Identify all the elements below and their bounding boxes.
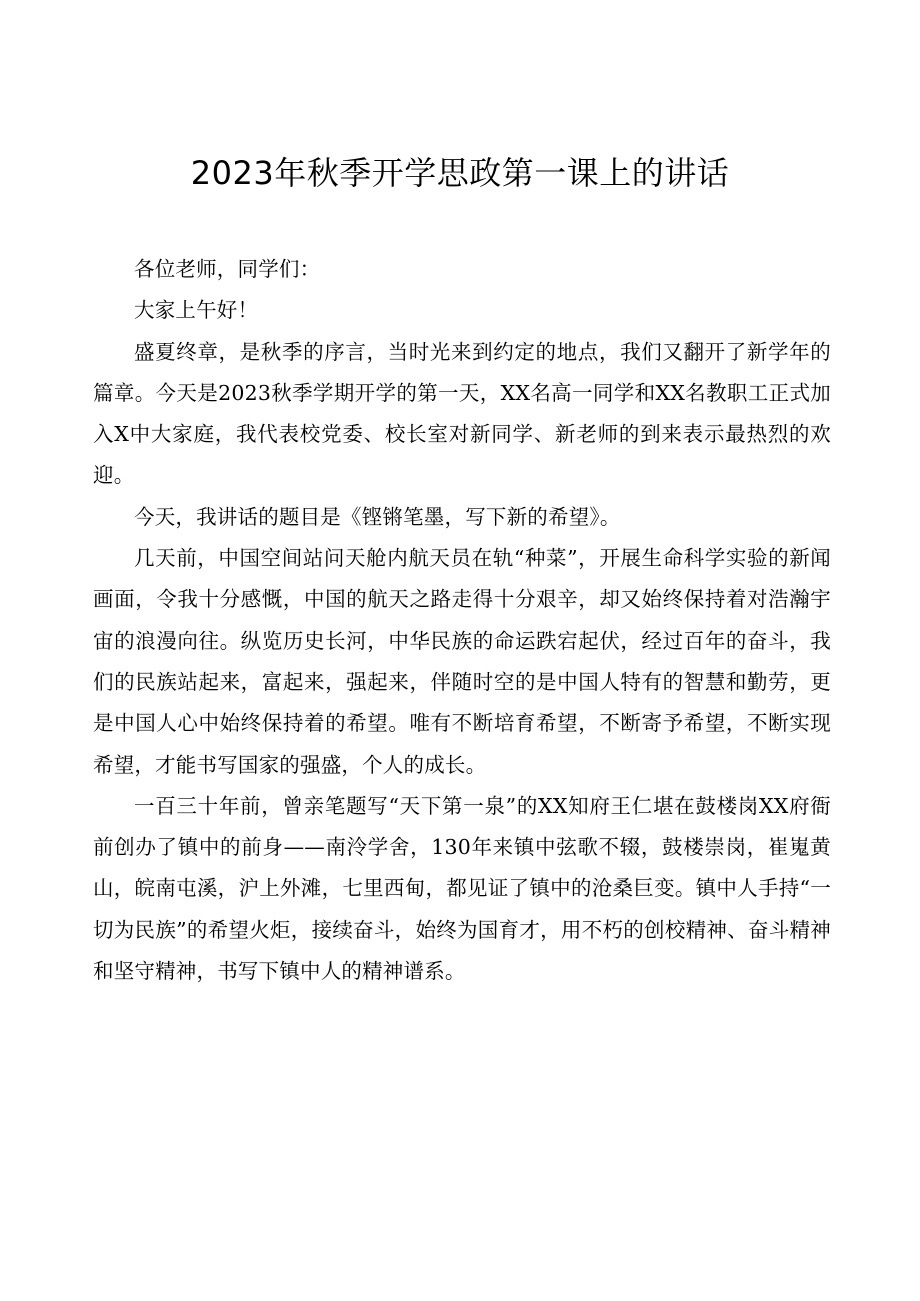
paragraph: 一百三十年前，曾亲笔题写“天下第一泉”的XX知府王仁堪在鼓楼岗XX府衙前创办了镇中的前身——南泠学舍，130年来镇中弦歌不辍，鼓楼崇岗，崔嵬黄山，皖南屯溪，沪上外滩，七里西甸，都见证了镇中的沧桑巨变。镇中人手持“一切为民族”的希望火炬，接续奋斗，始终为国育才，用不朽的创校精神、奋斗精神和坚守精神，书写下镇中人的精神谱系。 xyxy=(93,793,831,984)
paragraph: 今天，我讲话的题目是《铿锵笔墨，写下新的希望》。 xyxy=(134,504,621,529)
greeting: 大家上午好！ xyxy=(134,298,259,323)
paragraph: 盛夏终章，是秋季的序言，当时光来到约定的地点，我们又翻开了新学年的篇章。今天是2023秋季学期开学的第一天，XX名高一同学和XX名教职工正式加入X中大家庭，我代表校党委、校长室对新同学、新老师的到来表示最热烈的欢迎。 xyxy=(93,339,831,488)
paragraph: 几天前，中国空间站问天舱内航天员在轨“种菜”，开展生命科学实验的新闻画面，令我十分感慨，中国的航天之路走得十分艰辛，却又始终保持着对浩瀚宇宙的浪漫向往。纵览历史长河，中华民族的命运跌宕起伏，经过百年的奋斗，我们的民族站起来，富起来，强起来，伴随时空的是中国人特有的智慧和勤劳，更是中国人心中始终保持着的希望。唯有不断培育希望，不断寄予希望，不断实现希望，才能书写国家的强盛，个人的成长。 xyxy=(93,546,831,777)
document-title: 2023年秋季开学思政第一课上的讲话 xyxy=(190,154,730,192)
salutation: 各位老师，同学们： xyxy=(134,257,321,281)
document-body xyxy=(93,249,831,992)
